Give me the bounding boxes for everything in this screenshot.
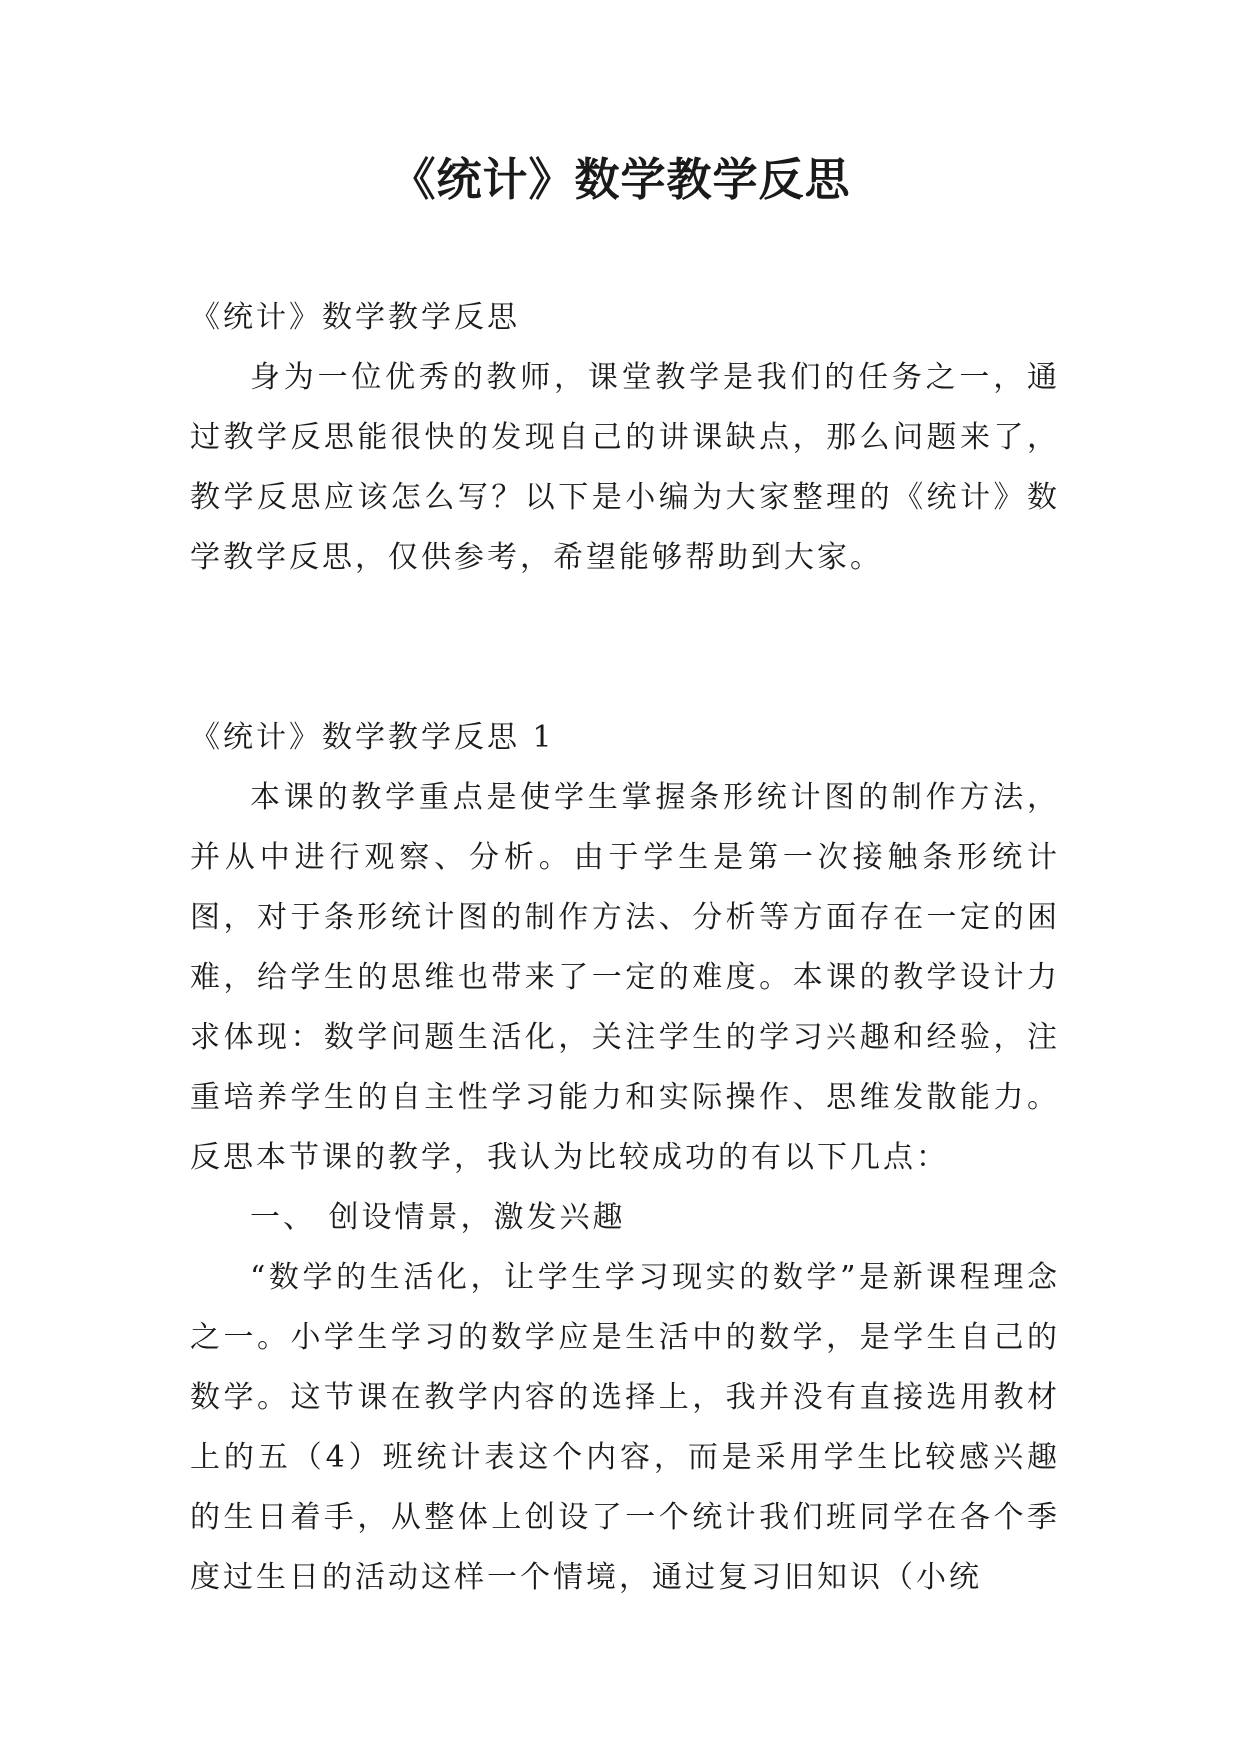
section1-paragraph1: 本课的教学重点是使学生掌握条形统计图的制作方法，并从中进行观察、分析。由于学生是第一次接触条形统计图，对于条形统计图的制作方法、分析等方面存在一定的困难，给学生的思维也带来了一定的难度。本课的教学设计力求体现：数学问题生活化，关注学生的学习兴趣和经验，注重培养学生的自主性学习能力和实际操作、思维发散能力。反思本节课的教学，我认为比较成功的有以下几点： <box>190 780 1060 1175</box>
section1-paragraph2: “数学的生活化，让学生学习现实的数学”是新课程理念之一。小学生学习的数学应是生活中的数学，是学生自己的数学。这节课在教学内容的选择上，我并没有直接选用教材上的五（4）班统计表这个内容，而是采用学生比较感兴趣的生日着手，从整体上创设了一个统计我们班同学在各个季度过生日的活动这样一个情境，通过复习旧知识（小统 <box>190 1260 1060 1595</box>
section1-point1: 一、 创设情景，激发兴趣 <box>250 1200 626 1235</box>
document-title: 《统计》数学教学反思 <box>390 153 851 206</box>
intro-heading: 《统计》数学教学反思 <box>190 300 520 335</box>
document-body <box>190 288 1060 1608</box>
section1-heading: 《统计》数学教学反思 1 <box>190 720 555 755</box>
section-spacer <box>190 588 1060 708</box>
intro-paragraph: 身为一位优秀的教师，课堂教学是我们的任务之一，通过教学反思能很快的发现自己的讲课缺点，那么问题来了，教学反思应该怎么写？以下是小编为大家整理的《统计》数学教学反思，仅供参考，希望能够帮助到大家。 <box>190 360 1060 575</box>
